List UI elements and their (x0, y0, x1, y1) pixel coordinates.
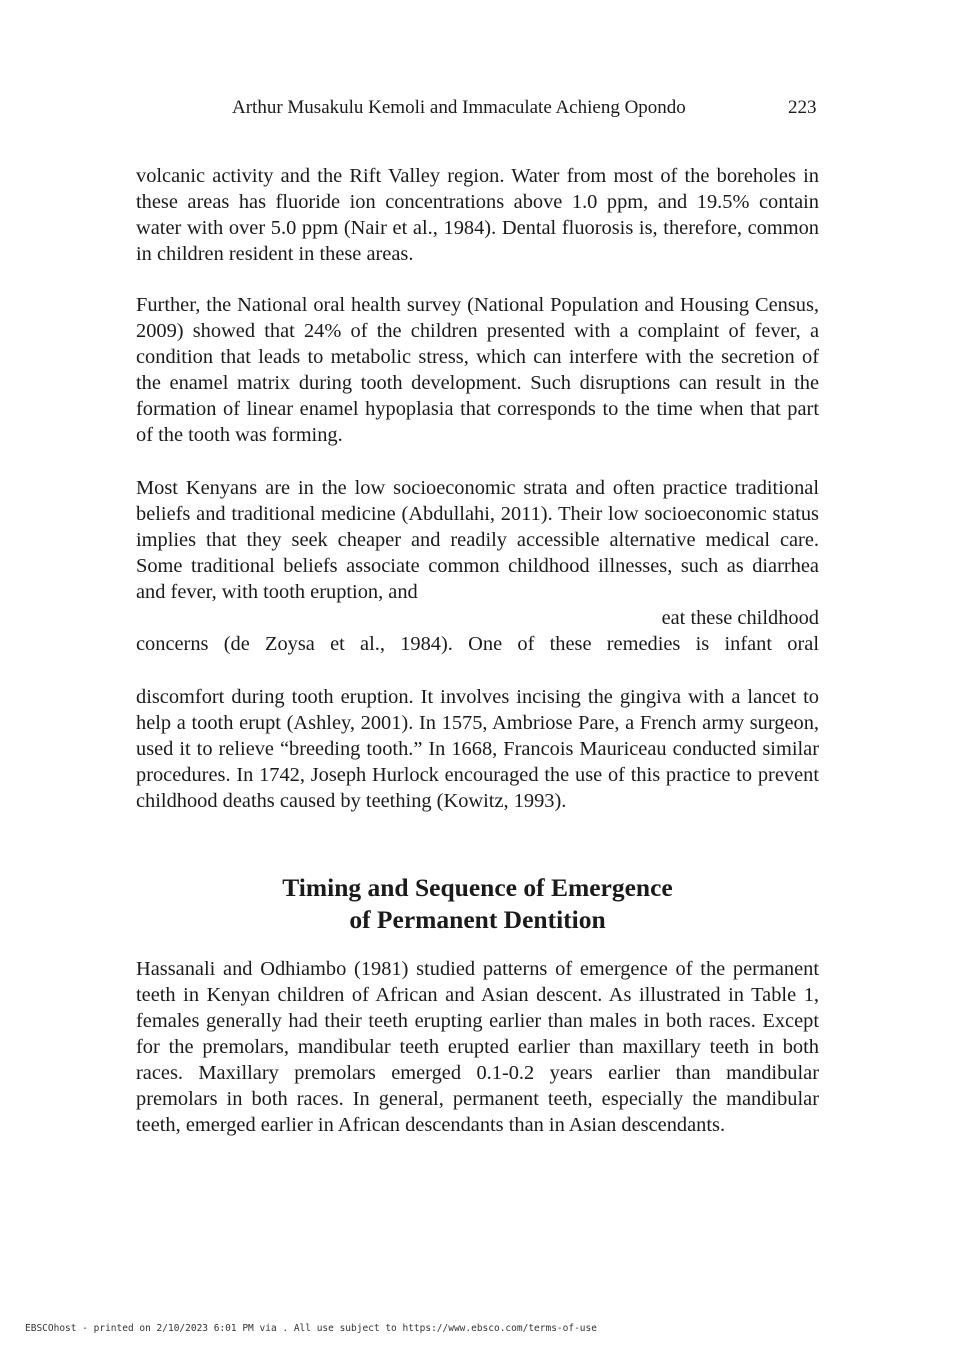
running-head-authors: Arthur Musakulu Kemoli and Immaculate Achieng Opondo (232, 97, 686, 118)
paragraph-traditional-beliefs (136, 475, 819, 657)
paragraph-fluoride: volcanic activity and the Rift Valley region. Water from most of the boreholes in these areas has fluoride ion concentrations above 1.0 ppm, and 19.5% contain water with over 5.0 ppm (Nair et al., 1984). Dental fluorosis is, therefore, common in children resident in these areas. (136, 165, 819, 265)
paragraph-traditional-beliefs-fragment: eat these childhood (661, 607, 819, 629)
paragraph-teething-history: discomfort during tooth eruption. It involves incising the gingiva with a lancet to help a tooth erupt (Ashley, 2001). In 1575, Ambriose Pare, a French army surgeon, used it to relieve “breeding tooth.” In 1668, Francois Mauriceau conducted similar procedures. In 1742, Joseph Hurlock encouraged the use of this practice to prevent childhood deaths caused by teething (Kowitz, 1993). (136, 686, 819, 812)
paragraph-fever: Further, the National oral health survey (National Population and Housing Census, 2009) showed that 24% of the children presented with a complaint of fever, a condition that leads to metabolic stress, which can interfere with the secretion of the enamel matrix during tooth development. Such disruptions can result in the formation of linear enamel hypoplasia that corresponds to the time when that part of the tooth was forming. (136, 294, 819, 446)
section-heading-line-2: of Permanent Dentition (349, 905, 606, 934)
paragraph-traditional-beliefs-last-line: concerns (de Zoysa et al., 1984). One of these remedies is infant oral (136, 633, 819, 655)
paragraph-traditional-beliefs-main: Most Kenyans are in the low socioeconomic strata and often practice traditional beliefs and traditional medicine (Abdullahi, 2011). Their low socioeconomic status implies that they seek cheaper and readily accessible alternative medical care. Some traditional beliefs associate common childhood illnesses, such as diarrhea and fever, with tooth eruption, and (136, 477, 819, 603)
page-number: 223 (788, 97, 817, 118)
footer-ebsco-notice: EBSCOhost - printed on 2/10/2023 6:01 PM via . All use subject to https://www.ebsco.com/terms-of-use (25, 1323, 597, 1334)
section-heading (136, 872, 819, 936)
paragraph-emergence-patterns: Hassanali and Odhiambo (1981) studied patterns of emergence of the permanent teeth in Kenyan children of African and Asian descent. As illustrated in Table 1, females generally had their teeth erupting earlier than males in both races. Except for the premolars, mandibular teeth erupted earlier than maxillary teeth in both races. Maxillary premolars emerged 0.1-0.2 years earlier than mandibular premolars in both races. In general, permanent teeth, especially the mandibular teeth, emerged earlier in African descendants than in Asian descendants. (136, 958, 819, 1136)
section-heading-line-1: Timing and Sequence of Emergence (282, 873, 673, 902)
